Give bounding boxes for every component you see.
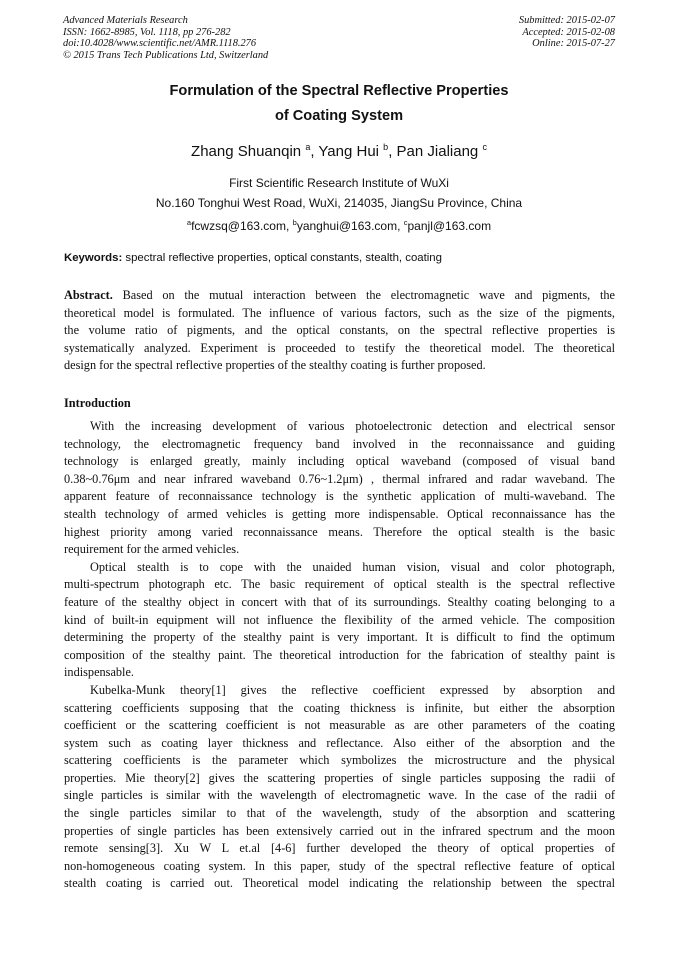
paragraph-line: highest priority among varied reconnaissance means. Therefore the optical stealth is the basic (64, 524, 615, 539)
paragraph-line: remote sensing[3]. Xu W L et.al [4-6] further developed the theory of optical properties of (64, 841, 615, 856)
accepted-date: Accepted: 2015-02-08 (522, 26, 615, 38)
journal-name: Advanced Materials Research (63, 15, 188, 26)
author-mark: a (305, 142, 311, 152)
author-email[interactable]: fcwzsq@163.com (191, 219, 286, 233)
paragraph-line: requirement for the armed vehicles. (64, 542, 240, 557)
paragraph-line: Kubelka-Munk theory[1] gives the reflective coefficient expressed by absorption and (90, 682, 615, 697)
paragraph-line: multi-spectrum photograph etc. The basic requirement of optical stealth is the spectral reflective (64, 577, 615, 592)
abstract-line-text: Based on the mutual interaction between the electromagnetic wave and pigments, the (112, 288, 615, 302)
keywords-label: Keywords: (64, 252, 123, 264)
institute-name: First Scientific Research Institute of WuXi (229, 176, 449, 190)
author-separator: , (310, 143, 319, 160)
paragraph-line: 0.38~0.76μm and near infrared waveband 0.76~1.2μm) , thermal infrared and radar waveband. The (64, 471, 615, 486)
affiliation (0, 173, 678, 236)
submitted-date: Submitted: 2015-02-07 (518, 15, 615, 26)
online-date: Online: 2015-07-27 (532, 38, 615, 50)
abstract-line (64, 287, 615, 305)
section-heading: Introduction (64, 396, 131, 410)
doi-link[interactable]: doi:10.4028/www.scientific.net/AMR.1118.276 (63, 38, 257, 50)
paragraph-line: determining the property of the stealthy paint is very important. It is difficult to find the optimum (64, 630, 615, 645)
paper-title (0, 79, 678, 129)
paragraph-line: properties. Mie theory[2] gives the scattering properties of single particles supposing the radii of (64, 770, 615, 785)
paragraph-line: the single particles similar to that of the wavelength, study of the absorption and scattering (64, 806, 615, 821)
email-separator: , (397, 219, 404, 233)
author-email[interactable]: yanghui@163.com (296, 219, 398, 233)
paragraph-line: system such as coating layer thickness and reflectance. Also either of the absorption and the (64, 735, 615, 750)
paragraph-line: scattering coefficients supposing that the coating thickness is infinite, but either the absorption (64, 700, 615, 715)
paragraph-line: non-homogeneous coating system. In this paper, study of the spectral reflective feature of optical (64, 858, 615, 873)
email-mark: b (292, 218, 297, 227)
paragraph-line: apparent feature of reconnaissance technology is the synthetic application of multi-waveband. The (64, 489, 615, 504)
author-name: Pan Jialiang (396, 143, 479, 160)
institute-address: No.160 Tonghui West Road, WuXi, 214035, JiangSu Province, China (155, 196, 523, 210)
publication-dates (519, 15, 615, 50)
paragraph-line: composition of the stealthy paint. The theoretical introduction for the fabrication of stealthy paint is (64, 647, 615, 662)
paragraph-line: feature of the stealthy object in concert with that of its surroundings. Stealthy coating belonging to a (64, 594, 615, 609)
abstract-label: Abstract. (64, 288, 113, 302)
journal-info (63, 15, 268, 61)
copyright: © 2015 Trans Tech Publications Ltd, Switzerland (63, 49, 269, 61)
paragraph-line: technology, the electromagnetic frequency band involved in the reconnaissance and guiding (64, 436, 615, 451)
email-mark: a (186, 218, 192, 227)
email-mark: c (403, 218, 408, 227)
title-line-2: of Coating System (274, 108, 404, 124)
title-line-1: Formulation of the Spectral Reflective Properties (169, 83, 509, 99)
abstract-line: theoretical model is formulated. The influence of various factors, such as the size of the pigments, (64, 305, 615, 320)
author-name: Yang Hui (318, 143, 379, 160)
paragraph-line: single particles is similar with the wavelength of electromagnetic wave. In the case of the radii of (64, 788, 615, 803)
paragraph-line: coefficient or the scattering coefficient is not measurable as are other parameters of the coating (64, 718, 615, 733)
paragraph-line: stealth coating is carried out. Theoretical model indicating the relationship between the spectral (64, 876, 615, 891)
paragraph-line: technology is enlarged greatly, mainly including optical waveband (composed of visual band (64, 454, 615, 469)
abstract-line: systematically analyzed. Experiment is proceeded to testify the theoretical model. The theoretical (64, 340, 615, 355)
author-mark: c (482, 142, 487, 152)
paragraph-line: stealth technology of armed vehicles is getting more indispensable. Optical reconnaissance has the (64, 506, 615, 521)
paragraph-line: kind of built-in equipment will not influence the flexibility of the armed vehicle. The composition (64, 612, 615, 627)
author-name: Zhang Shuanqin (191, 143, 302, 160)
paragraph-line: With the increasing development of various photoelectronic detection and electrical sensor (90, 419, 615, 433)
keywords (64, 251, 615, 265)
abstract-line: design for the spectral reflective properties of the stealthy coating is further proposed. (64, 358, 486, 373)
paragraph-line: properties of single particles has been extensively carried out in the infrared spectrum and the moon (64, 823, 615, 838)
paragraph-line: Optical stealth is to cope with the unaided human vision, visual and color photograph, (90, 559, 615, 574)
author-email[interactable]: panjl@163.com (407, 219, 492, 233)
introduction-body (64, 418, 615, 893)
author-list (0, 137, 678, 162)
email-separator: , (285, 219, 293, 233)
issn-info: ISSN: 1662-8985, Vol. 1118, pp 276-282 (63, 26, 231, 38)
email-list (0, 213, 678, 236)
paragraph-line: scattering coefficients is the parameter which symbolizes the microstructure and the physical (64, 753, 615, 768)
keywords-text: spectral reflective properties, optical constants, stealth, coating (125, 252, 442, 264)
abstract (64, 287, 615, 375)
paragraph-line: indispensable. (64, 665, 135, 680)
abstract-line: the volume ratio of pigments, and the optical constants, on the spectral reflective properties is (64, 323, 615, 338)
author-mark: b (383, 142, 389, 152)
author-separator: , (388, 143, 397, 160)
